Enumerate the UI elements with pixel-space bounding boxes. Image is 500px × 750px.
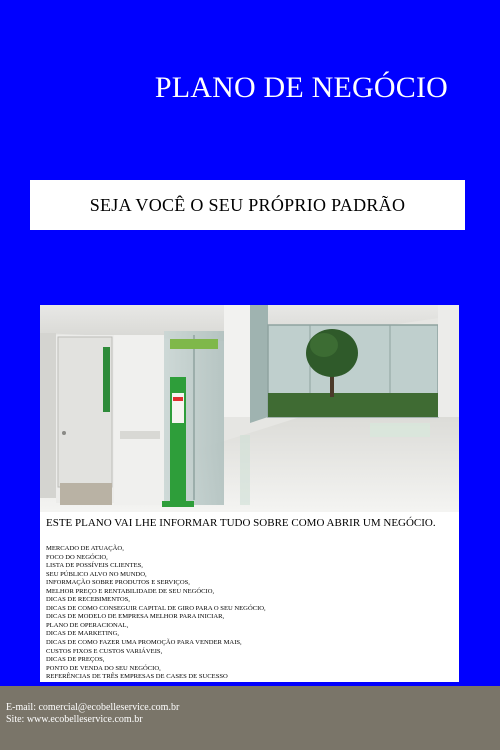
list-item: CUSTOS FIXOS E CUSTOS VARIÁVEIS, (46, 647, 163, 655)
contact-email[interactable]: E-mail: comercial@ecobelleservice.com.br (6, 702, 180, 713)
list-item: DICAS DE MARKETING, (46, 630, 120, 638)
contact-site[interactable]: Site: www.ecobelleservice.com.br (6, 714, 143, 725)
list-item: FOCO DO NEGÓCIO, (46, 553, 108, 561)
contact-footer (0, 686, 500, 750)
list-item: DICAS DE COMO FAZER UMA PROMOÇÃO PARA VENDER MAIS, (46, 639, 242, 647)
content-card (40, 305, 459, 682)
list-item: INFORMAÇÃO SOBRE PRODUTOS E SERVIÇOS, (46, 579, 190, 587)
list-item: MERCADO DE ATUAÇÃO, (46, 545, 124, 552)
list-item: PLANO DE OPERACIONAL, (46, 621, 129, 629)
page-title: PLANO DE NEGÓCIO (154, 71, 448, 104)
list-item: DICAS DE MODELO DE EMPRESA MELHOR PARA INICIAR, (46, 613, 225, 621)
list-item: DICAS DE COMO CONSEGUIR CAPITAL DE GIRO PARA O SEU NEGÓCIO, (46, 604, 266, 612)
list-item: SEU PÚBLICO ALVO NO MUNDO, (46, 570, 147, 578)
list-item: PONTO DE VENDA DO SEU NEGÓCIO, (46, 664, 161, 672)
topics-list (46, 545, 266, 682)
slogan-text: SEJA VOCÊ O SEU PRÓPRIO PADRÃO (89, 194, 406, 215)
list-item: MELHOR PREÇO E RENTABILIDADE DE SEU NEGÓCIO, (46, 587, 215, 595)
list-item: REFERÊNCIAS DE TRÊS EMPRESAS DE CASES DE SUCESSO (46, 673, 228, 681)
office-interior-photo (40, 305, 459, 512)
plan-intro: ESTE PLANO VAI LHE INFORMAR TUDO SOBRE COMO ABRIR UM NEGÓCIO. (46, 517, 436, 529)
slogan-banner (30, 180, 465, 230)
list-item: LISTA DE POSSÍVEIS CLIENTES, (46, 562, 143, 570)
list-item: DICAS DE RECEBIMENTOS, (46, 596, 130, 604)
list-item: DICAS DE PREÇOS, (46, 656, 105, 664)
